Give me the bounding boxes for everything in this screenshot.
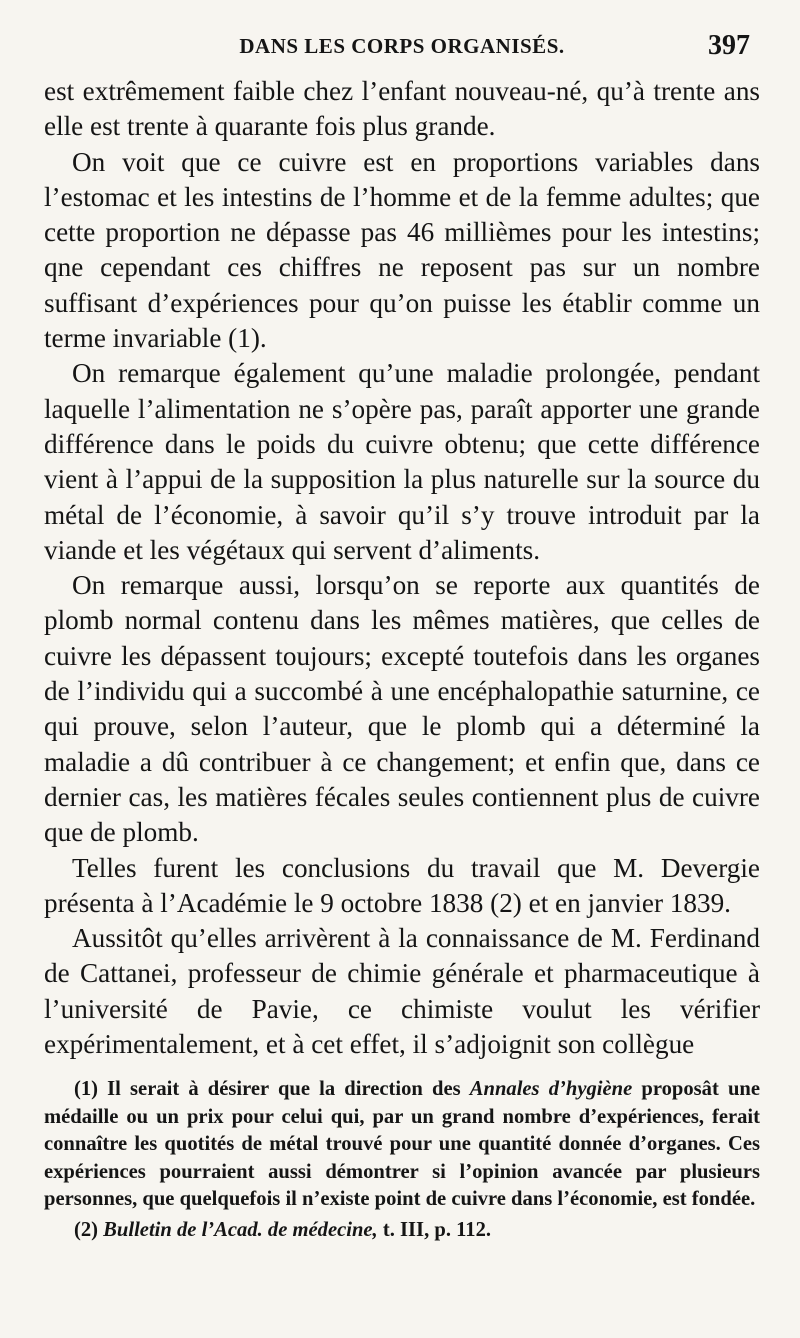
paragraph-copper-proportions: On voit que ce cuivre est en proportions variables dans l’estomac et les intestins de l’homme et de la femme adultes; que cette proportion ne dépasse pas 46 millièmes pour les intestins; qne cependant ces chiffres ne reposent pas sur un nombre suffisant d’expériences pour qu’on puisse les établir comme un terme invariable (1). <box>44 146 760 354</box>
paragraph-continuation: est extrêmement faible chez l’enfant nouveau-né, qu’à trente ans elle est trente à quarante fois plus grande. <box>44 76 760 142</box>
footnote-1 <box>44 1076 760 1213</box>
paragraph-devergie-conclusions: Telles furent les conclusions du travail que M. Devergie présenta à l’Académie le 9 octobre 1838 (2) et en janvier 1839. <box>44 852 760 918</box>
book-page <box>44 30 760 1320</box>
running-head <box>44 30 760 74</box>
footnote-2-citation-rest: t. III, p. 112. <box>377 1219 492 1242</box>
footnote-1-text-b: proposât une médaille ou un prix pour celui qui, par un grand nombre d’expériences, ferait connaître les quotités de métal trouvé pour une quantité donnée d’organes. Ces expériences pourraient aussi démontrer si l’opinion avancée par plusieurs personnes, que quelquefois il n’existe point de cuivre dans l’économie, est fondée. <box>44 1078 760 1210</box>
footnote-2-citation-title: Bulletin de l’Acad. de médecine, <box>103 1219 378 1242</box>
footnote-2-marker: (2) <box>74 1219 104 1242</box>
footnote-2 <box>44 1217 760 1244</box>
page-number: 397 <box>708 30 750 61</box>
body-text <box>44 74 760 1062</box>
paragraph-cattanei: Aussitôt qu’elles arrivèrent à la connaissance de M. Ferdinand de Cattanei, professeur de chimie générale et pharmaceutique à l’université de Pavie, ce chimiste voulut les vérifier expérimentalement, et à cet effet, il s’adjoignit son collègue <box>44 923 760 1060</box>
footnote-1-journal-title: Annales d’hygiène <box>469 1078 633 1101</box>
paragraph-lead-comparison: On remarque aussi, lorsqu’on se reporte aux quantités de plomb normal contenu dans les mêmes matières, que celles de cuivre les dépassent toujours; excepté toutefois dans les organes de l’individu qui a succombé à une encéphalopathie saturnine, ce qui prouve, selon l’auteur, que le plomb qui a déterminé la maladie a dû contribuer à ce changement; et enfin que, dans ce dernier cas, les matières fécales seules contiennent plus de cuivre que de plomb. <box>44 570 760 848</box>
running-title: DANS LES CORPS ORGANISÉS. <box>239 34 565 58</box>
footnotes <box>44 1076 760 1244</box>
paragraph-prolonged-illness: On remarque également qu’une maladie prolongée, pendant laquelle l’alimentation ne s’opère pas, paraît apporter une grande différence dans le poids du cuivre obtenu; que cette différence vient à l’appui de la supposition la plus naturelle sur la source du métal de l’économie, à savoir qu’il s’y trouve introduit par la viande et les végétaux qui servent d’aliments. <box>44 358 760 565</box>
footnote-1-text-a: (1) Il serait à désirer que la direction des <box>74 1078 470 1101</box>
